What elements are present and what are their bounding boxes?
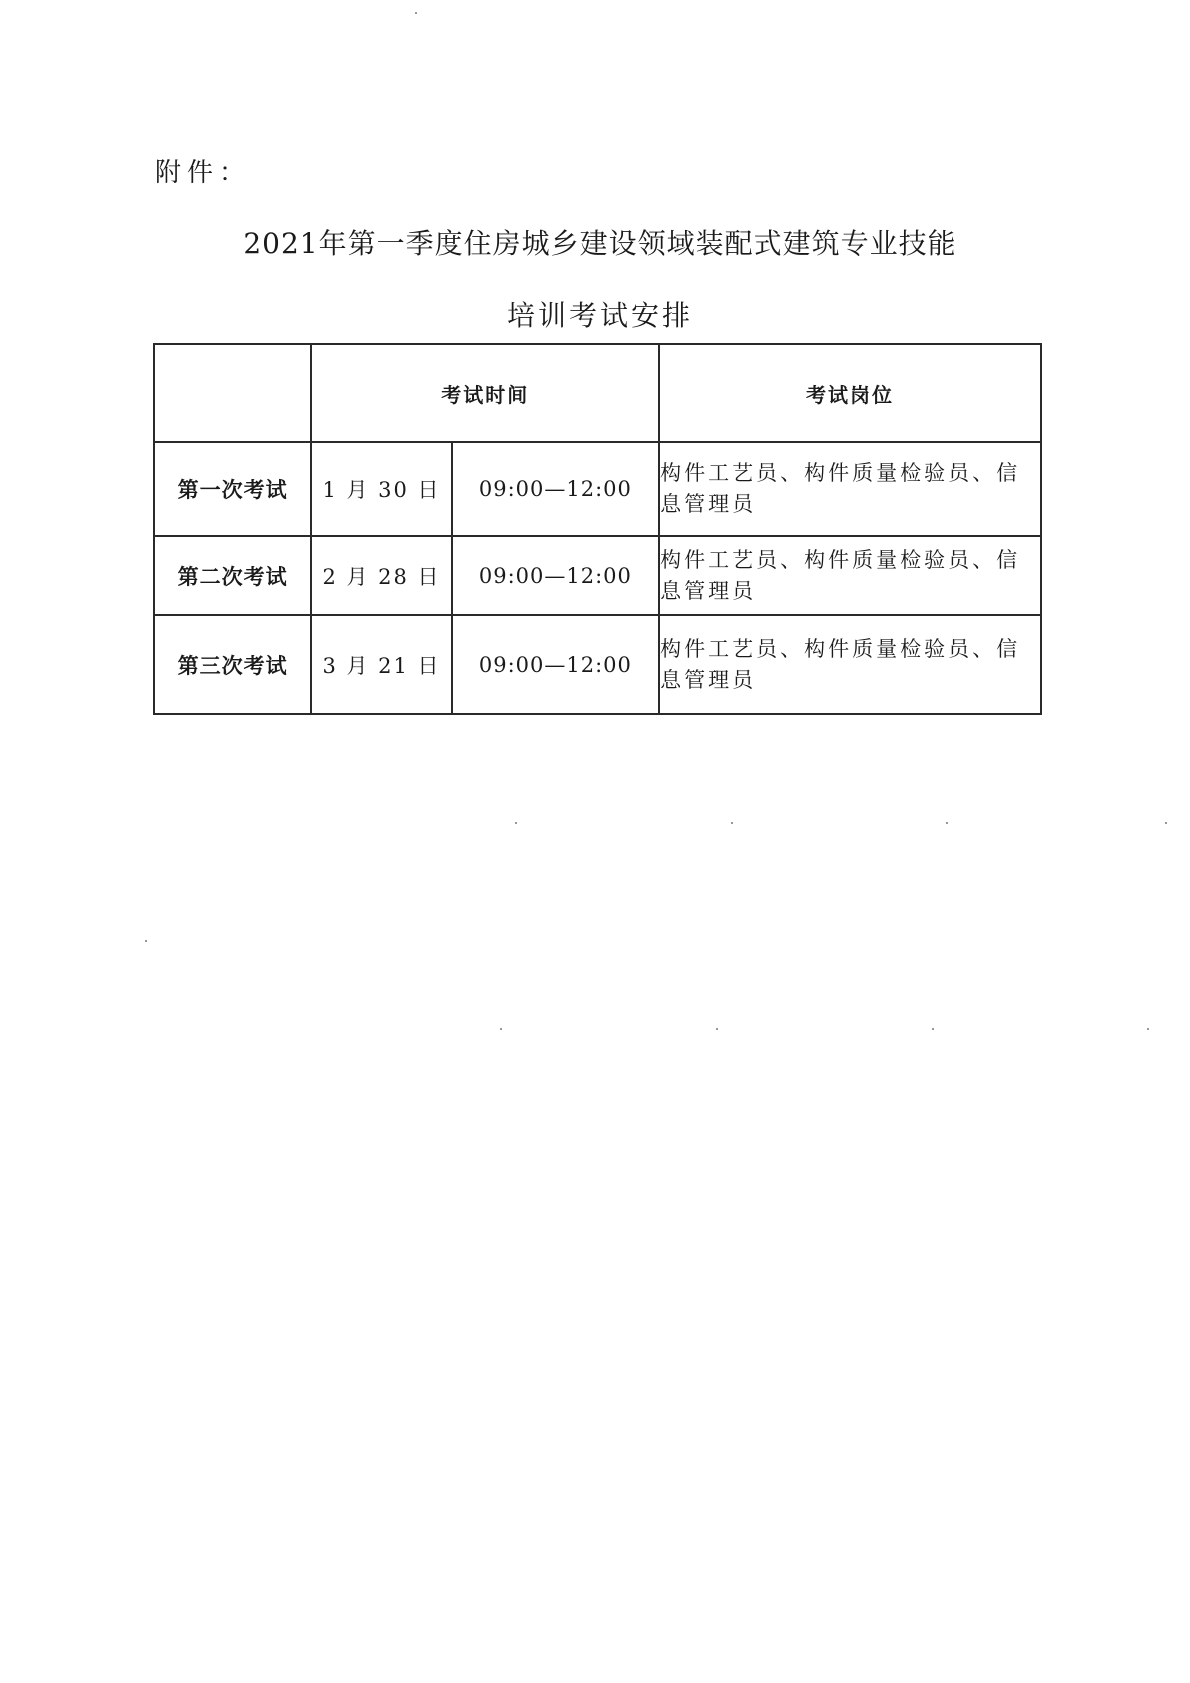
exam-session-label: 第二次考试: [154, 536, 311, 615]
header-exam-time: 考试时间: [311, 344, 659, 442]
document-title-line-1: 2021年第一季度住房城乡建设领域装配式建筑专业技能: [243, 227, 957, 260]
exam-time: 09:00—12:00: [452, 536, 659, 615]
exam-positions: 构件工艺员、构件质量检验员、信息管理员: [659, 615, 1041, 714]
scan-speck: [1165, 822, 1167, 824]
scan-speck: [932, 1028, 934, 1030]
scan-speck: [731, 822, 733, 824]
exam-time: 09:00—12:00: [452, 442, 659, 536]
table-header-row: [154, 344, 1041, 442]
attachment-label: 附件：: [155, 158, 252, 188]
scan-speck: [500, 1028, 502, 1030]
exam-date: 1 月 30 日: [311, 442, 451, 536]
exam-session-label: 第一次考试: [154, 442, 311, 536]
scan-speck: [716, 1028, 718, 1030]
exam-schedule-table: [153, 343, 1042, 715]
exam-date: 2 月 28 日: [311, 536, 451, 615]
table-row: [154, 615, 1041, 714]
header-corner-cell: [154, 344, 311, 442]
exam-session-label: 第三次考试: [154, 615, 311, 714]
table-row: [154, 536, 1041, 615]
exam-time: 09:00—12:00: [452, 615, 659, 714]
scan-speck: [415, 12, 417, 14]
header-exam-position: 考试岗位: [659, 344, 1041, 442]
scan-speck: [946, 822, 948, 824]
exam-positions: 构件工艺员、构件质量检验员、信息管理员: [659, 442, 1041, 536]
exam-positions: 构件工艺员、构件质量检验员、信息管理员: [659, 536, 1041, 615]
scan-speck: [1147, 1028, 1149, 1030]
scan-speck: [515, 822, 517, 824]
exam-date: 3 月 21 日: [311, 615, 451, 714]
scan-speck: [145, 940, 147, 942]
document-title-line-2: 培训考试安排: [506, 299, 693, 332]
table-row: [154, 442, 1041, 536]
